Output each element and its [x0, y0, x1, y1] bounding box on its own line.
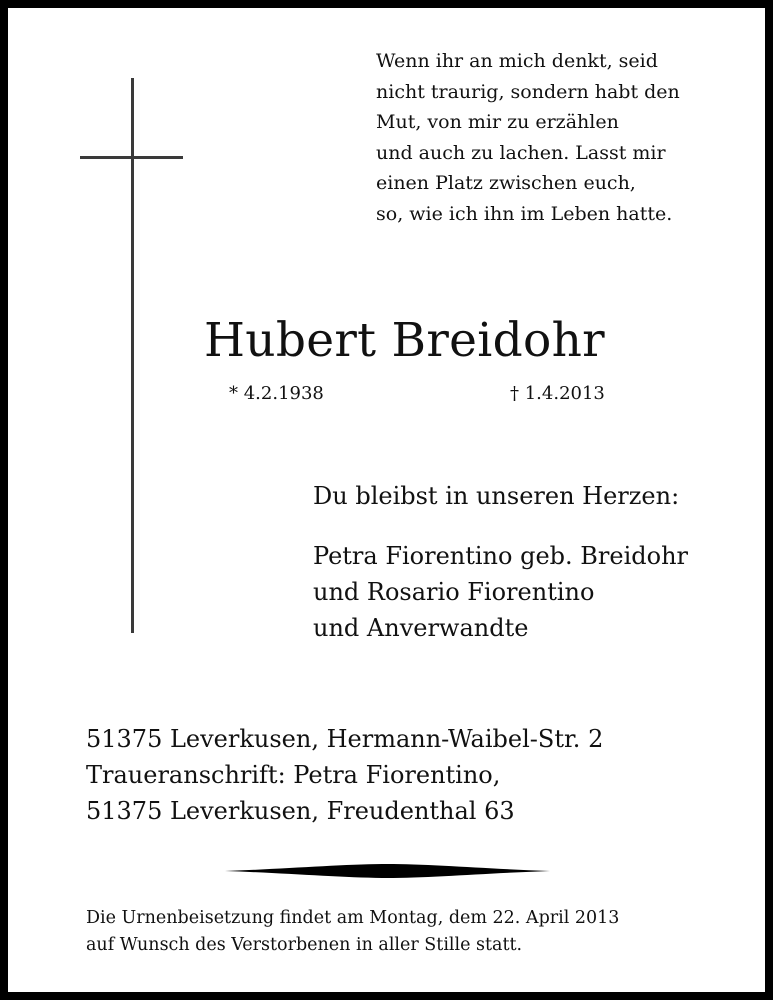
mourner-line: und Rosario Fiorentino	[313, 578, 595, 606]
deceased-name: Hubert Breidohr	[204, 313, 605, 368]
birth-date: * 4.2.1938	[229, 383, 324, 404]
poem-line: nicht traurig, sondern habt den	[376, 80, 680, 103]
death-date: † 1.4.2013	[510, 383, 605, 404]
ceremony-notice	[86, 905, 619, 959]
mourner-line: und Anverwandte	[313, 614, 529, 642]
ceremony-line: auf Wunsch des Verstorbenen in aller Stille statt.	[86, 935, 523, 955]
cross-icon-horizontal-beam	[80, 156, 183, 159]
poem	[376, 46, 736, 229]
mourner-line: Petra Fiorentino geb. Breidohr	[313, 542, 689, 570]
poem-line: so, wie ich ihn im Leben hatte.	[376, 202, 673, 225]
address-line: 51375 Leverkusen, Freudenthal 63	[86, 797, 515, 825]
mourners-heading: Du bleibst in unseren Herzen:	[313, 482, 680, 510]
cross-icon-vertical-beam	[131, 78, 134, 633]
ornamental-divider	[225, 862, 550, 880]
poem-line: einen Platz zwischen euch,	[376, 172, 636, 194]
poem-line: Mut, von mir zu erzählen	[376, 111, 619, 133]
poem-line: und auch zu lachen. Lasst mir	[376, 141, 666, 164]
mourners-list	[313, 538, 688, 646]
poem-line: Wenn ihr an mich denkt, seid	[376, 50, 658, 72]
address-block	[86, 721, 603, 829]
address-line: Traueranschrift: Petra Fiorentino,	[86, 761, 501, 789]
address-line: 51375 Leverkusen, Hermann-Waibel-Str. 2	[86, 725, 604, 753]
ceremony-line: Die Urnenbeisetzung findet am Montag, dem 22. April 2013	[86, 908, 620, 928]
